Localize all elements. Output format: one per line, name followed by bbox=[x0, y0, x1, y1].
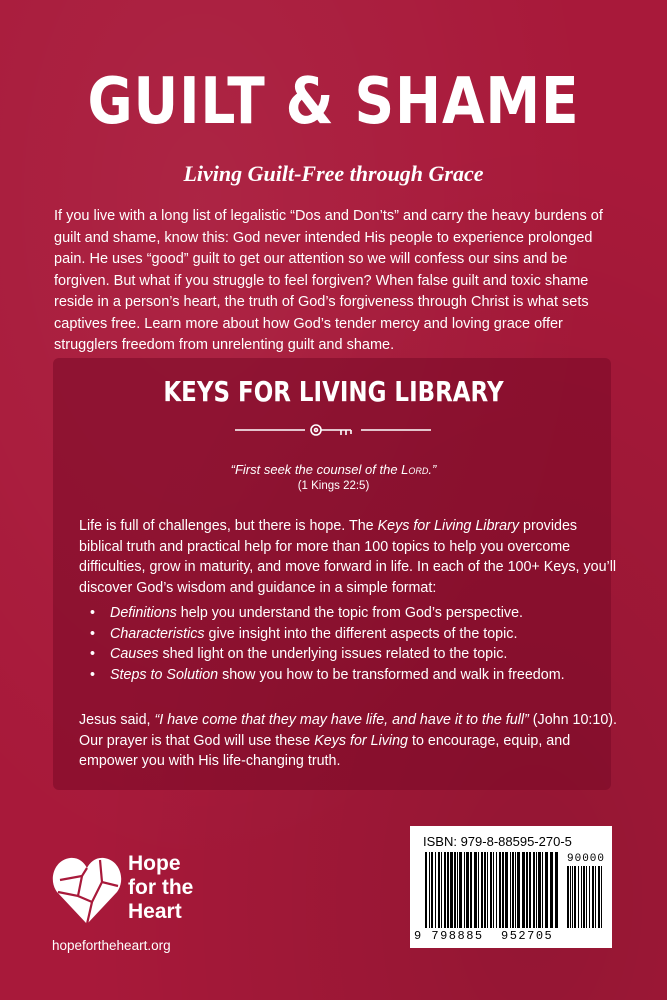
format-list bbox=[90, 603, 630, 685]
brand-url: hopefortheheart.org bbox=[52, 938, 171, 953]
brand-name-line3: Heart bbox=[128, 900, 182, 923]
library-description: Life is full of challenges, but there is hope. The Keys for Living Library provides biblical truth and practical help for more than 100 topics to help you overcome difficulties, grow in maturity, and move forward in life. In each of the 100+ Keys, you’ll discover God’s wisdom and guidance in a simple format: bbox=[79, 518, 617, 596]
brand-name-line2: for the bbox=[128, 876, 194, 899]
book-subtitle: Living Guilt-Free through Grace bbox=[183, 161, 484, 186]
intro-paragraph: If you live with a long list of legalistic “Dos and Don’ts” and carry the heavy burdens of guilt and shame, know this: God never intended His people to experience prolonged pain. He uses “good” guilt to get our attention so we will confess our sins and be forgiven. But what if you struggle to feel forgiven? When false guilt and toxic shame reside in a person’s heart, the truth of God’s forgiveness through Christ is what sets captives free. Learn more about how God’s tender mercy and loving grace offer strugglers freedom from unrelenting guilt and shame. bbox=[54, 208, 603, 353]
isbn-label: ISBN: 979-8-88595-270-5 bbox=[423, 834, 572, 849]
brand-name-line1: Hope bbox=[128, 852, 181, 875]
scripture-reference: (1 Kings 22:5) bbox=[297, 480, 370, 492]
key-divider bbox=[233, 420, 433, 440]
barcode-number: 9 798885 952705 bbox=[414, 929, 554, 943]
scripture-quote: “First seek the counsel of the Lord.” bbox=[230, 462, 437, 477]
list-item: • Characteristics give insight into the different aspects of the topic. bbox=[90, 625, 518, 642]
barcode-addon: 90000 bbox=[567, 853, 606, 865]
list-item: • Causes shed light on the underlying issues related to the topic. bbox=[90, 646, 508, 662]
list-item: • Steps to Solution show you how to be transformed and walk in freedom. bbox=[90, 666, 565, 683]
list-item: • Definitions help you understand the topic from God’s perspective. bbox=[90, 605, 524, 621]
library-title: KEYS FOR LIVING LIBRARY bbox=[163, 375, 504, 408]
barcode-panel bbox=[410, 826, 612, 948]
closing-paragraph: Jesus said, “I have come that they may have life, and have it to the full” (John 10:10). Our prayer is that God will use these Keys for Living to encourage, equip, and empower you with His life-changing truth. bbox=[79, 712, 618, 769]
heart-logo-icon bbox=[52, 852, 122, 928]
key-icon bbox=[311, 425, 351, 435]
book-title: GUILT & SHAME bbox=[87, 65, 580, 139]
